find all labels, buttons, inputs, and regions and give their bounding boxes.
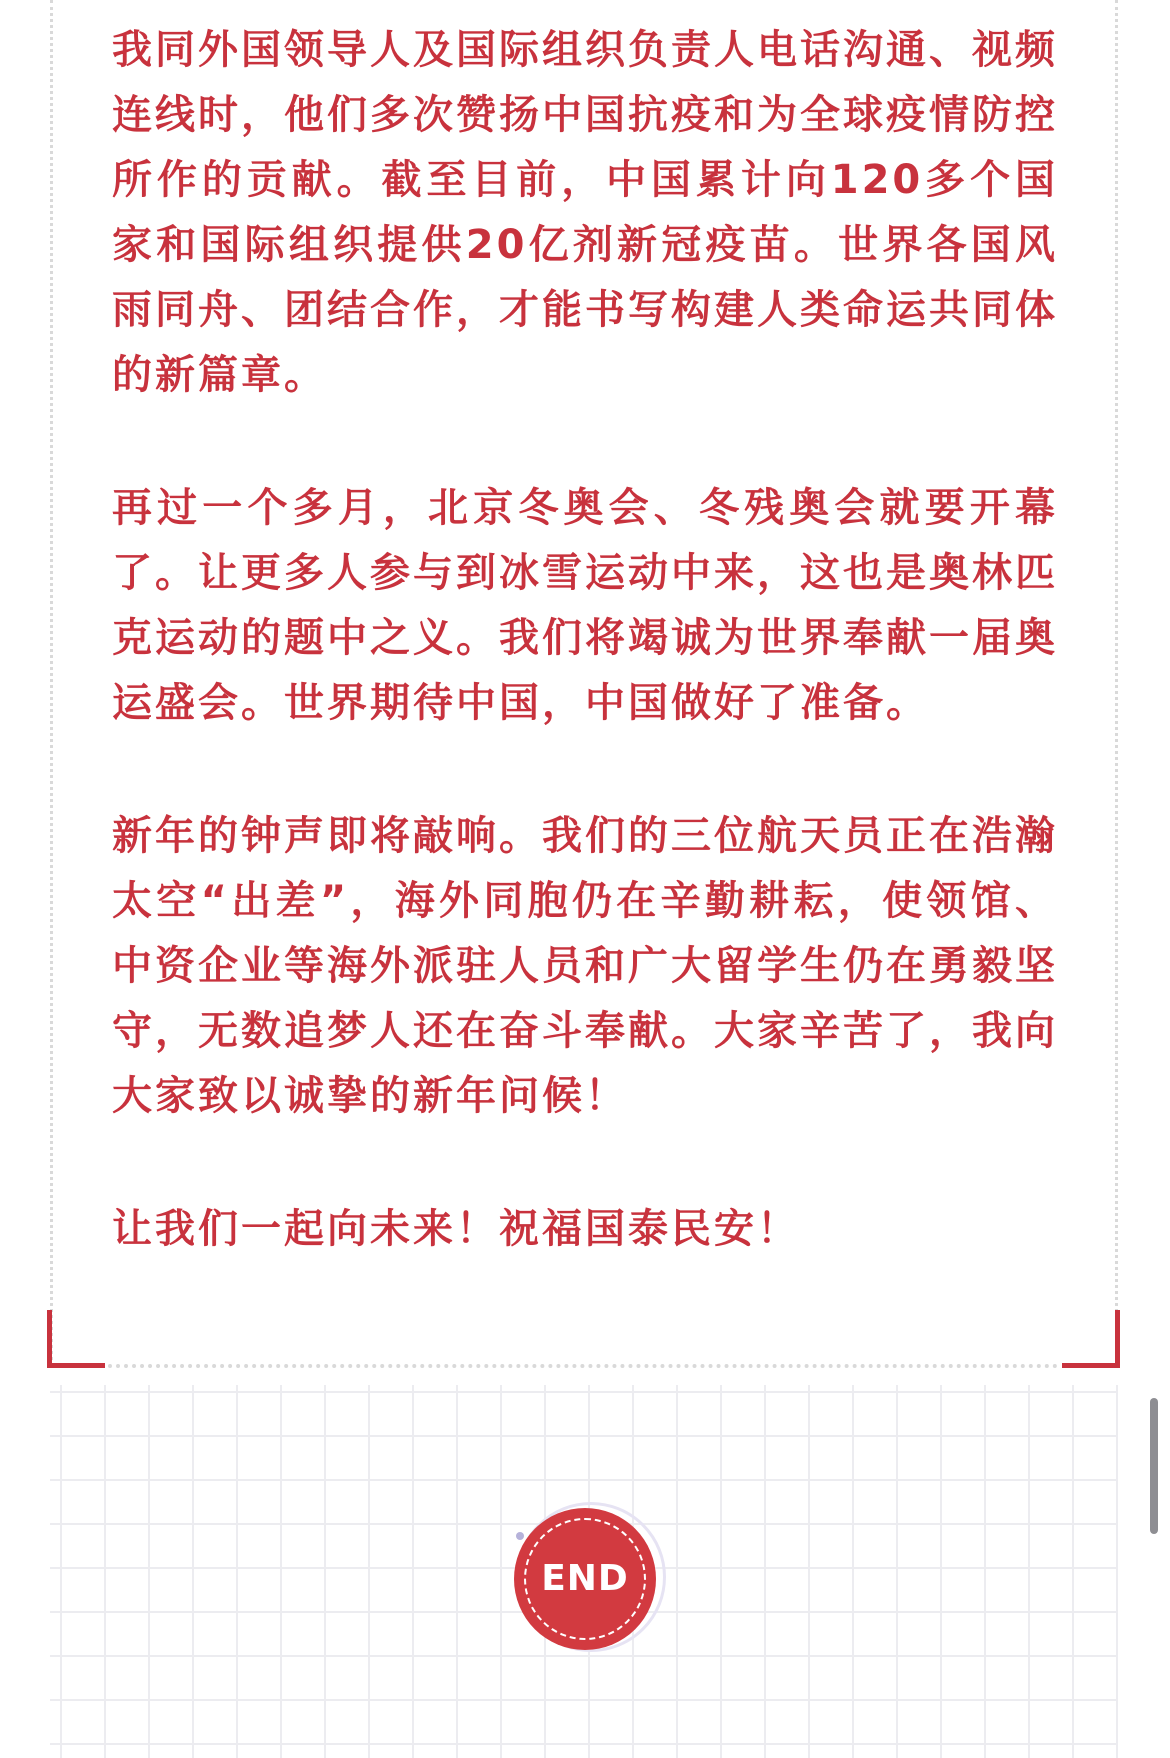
scrollbar[interactable]	[1150, 1398, 1158, 1534]
end-label: END	[541, 1558, 629, 1599]
card-bottom-divider	[108, 1364, 1058, 1368]
article-body	[112, 18, 1058, 1330]
paragraph-closing: 让我们一起向未来！祝福国泰民安！	[112, 1206, 800, 1252]
end-badge	[510, 1500, 670, 1660]
end-badge-circle	[514, 1508, 656, 1650]
paragraph-olympics: 再过一个多月，北京冬奥会、冬残奥会就要开幕了。让更多人参与到冰雪运动中来，这也是奥林匹克运动的题中之义。我们将竭诚为世界奉献一届奥运盛会。世界期待中国，中国做好了准备。	[112, 485, 1058, 726]
corner-bracket-right	[1062, 1310, 1120, 1368]
paragraph-vaccine: 我同外国领导人及国际组织负责人电话沟通、视频连线时，他们多次赞扬中国抗疫和为全球疫情防控所作的贡献。截至目前，中国累计向120多个国家和国际组织提供20亿剂新冠疫苗。世界各国风雨同舟、团结合作，才能书写构建人类命运共同体的新篇章。	[112, 27, 1058, 398]
paragraph-new-year: 新年的钟声即将敲响。我们的三位航天员正在浩瀚太空“出差”，海外同胞仍在辛勤耕耘，使领馆、中资企业等海外派驻人员和广大留学生仍在勇毅坚守，无数追梦人还在奋斗奉献。大家辛苦了，我向大家致以诚挚的新年问候！	[112, 813, 1058, 1119]
corner-bracket-left	[47, 1310, 105, 1368]
